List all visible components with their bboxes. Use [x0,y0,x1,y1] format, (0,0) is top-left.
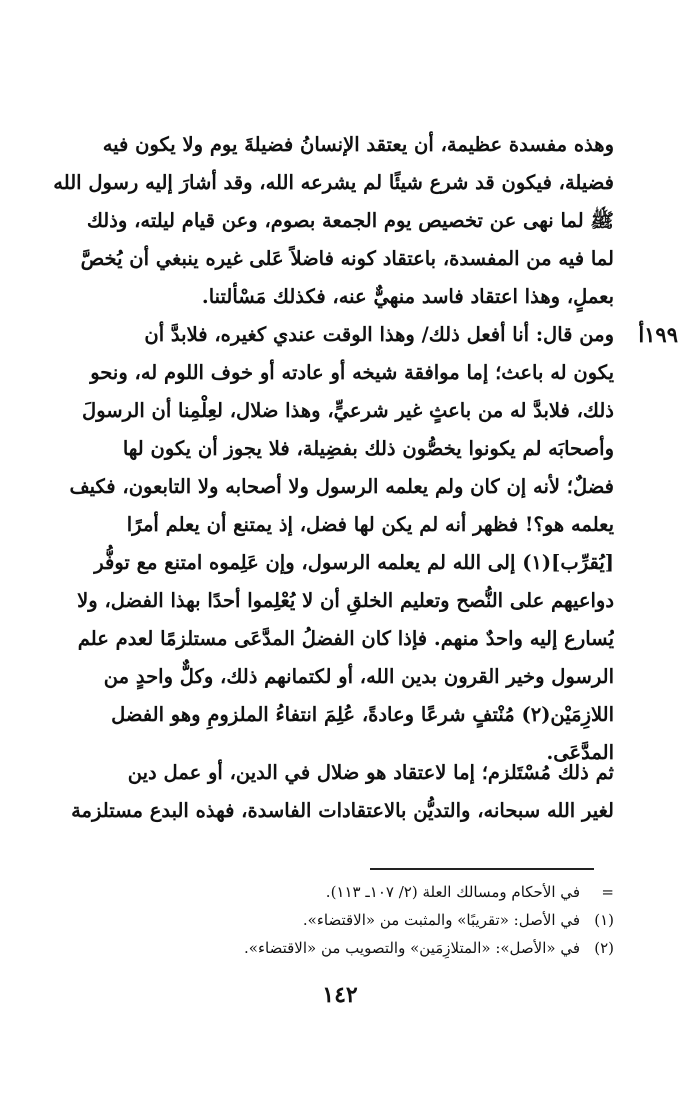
text-line: دواعيهم على النُّصح وتعليم الخلقِ أن لا يُعْلِموا أحدًا بهذا الفضل، ولا [77,589,614,612]
text-line: ﷺ لما نهى عن تخصيص يوم الجمعة بصوم، وعن قيام ليلته، وذلك [86,209,614,232]
text-line: وأصحابَه لم يكونوا يخصُّون ذلك بفضِيلة، فلا يجوز أن يكون لها [122,437,614,460]
footnote-text: في «الأصل»: «المتلازِمَين» والتصويب من «الاقتضاء». [244,939,580,957]
text-line: ومن قال: أنا أفعل ذلك/ وهذا الوقت عندي كغيره، فلابدَّ أن [144,323,614,346]
paragraph [20,754,614,830]
footnote [20,906,614,934]
text-line: اللازِمَيْن(٢) مُنْتفٍ شرعًا وعادةً، عُلِمَ انتفاءُ الملزومِ وهو الفضل [111,703,614,726]
footnote-text: في الأحكام ومسالك العلة (٢/ ١٠٧ـ ١١٣). [325,883,580,901]
text-line: الرسول وخير القرون بدين الله، أو لكتمانهم ذلك، وكلٌّ واحدٍ من [103,665,614,688]
text-line: ذلك، فلابدَّ له من باعثٍ غير شرعيٍّ، وهذا ضلال، لعِلْمِنا أن الرسولَ [82,399,614,422]
page-number: ١٤٢ [322,982,358,1008]
footnote [20,934,614,962]
text-line: لما فيه من المفسدة، باعتقاد كونه فاضلاً عَلى غيره ينبغي أن يُخصَّ [80,247,614,270]
text-line: يكون له باعث؛ إما موافقة شيخه أو عادته أو خوف اللوم له، ونحو [90,361,614,384]
footnotes [20,878,614,962]
text-line: يُسارع إليه واحدٌ منهم. فإذا كان الفضلُ المدَّعَى مستلزمًا لعدم علم [77,627,614,650]
text-line: يعلمه هو؟! فظهر أنه لم يكن لها فضل، إذ يمتنع أن يعلم أمرًا [126,513,614,536]
footnote-marker: (٢) [594,939,614,957]
paragraph [20,126,614,316]
text-line: المدَّعَى. [546,741,614,764]
text-line: وهذه مفسدة عظيمة، أن يعتقد الإنسانُ فضيلةَ يوم ولا يكون فيه [102,133,614,156]
footnote-text: في الأصل: «تقريبًا» والمثبت من «الاقتضاء». [302,911,580,929]
footnote [20,878,614,906]
margin-folio-marker: ١٩٩أ [638,322,678,347]
footnote-marker: (١) [594,911,614,929]
text-line: [يُقرِّب](١) إلى الله لم يعلمه الرسول، وإن عَلِموه امتنع مع توفُّر [94,551,614,574]
paragraph [20,316,614,772]
footnote-marker: = [601,883,614,901]
text-line: فضلٌ؛ لأنه إن كان ولم يعلمه الرسول ولا أصحابه ولا التابعون، فكيف [69,475,614,498]
text-line: بعملٍ، وهذا اعتقاد فاسد منهيٌّ عنه، فكذلك مَسْألتنا. [201,285,614,308]
text-line: ثم ذلك مُسْتَلزم؛ إما لاعتقاد هو ضلال في الدين، أو عمل دين [127,761,614,784]
text-line: لغير الله سبحانه، والتديُّن بالاعتقادات الفاسدة، فهذه البدع مستلزمة [71,799,614,822]
text-line: فضيلة، فيكون قد شرع شيئًا لم يشرعه الله، وقد أشارَ إليه رسول الله [53,171,614,194]
footnote-divider [370,868,594,870]
